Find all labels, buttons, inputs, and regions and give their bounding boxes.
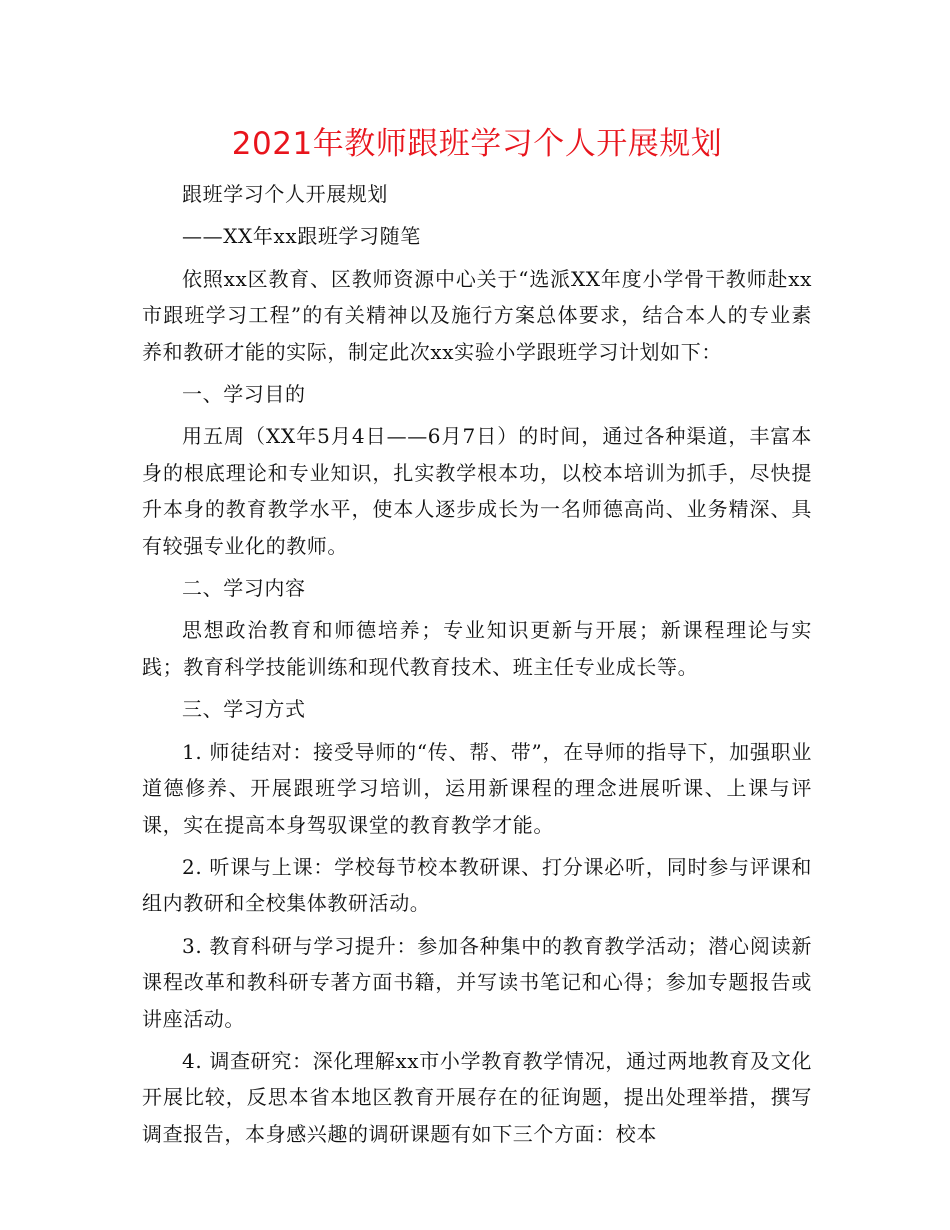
content-paragraph: 思想政治教育和师德培养；专业知识更新与开展；新课程理论与实践；教育科学技能训练和现代教育技术、班主任专业成长等。 — [142, 618, 812, 679]
section-heading-content: 二、学习内容 — [182, 576, 306, 601]
subtitle-note: ——XX年xx跟班学习随笔 — [182, 224, 421, 249]
intro-paragraph: 依照xx区教育、区教师资源中心关于“选派XX年度小学骨干教师赴xx市跟班学习工程”的有关精神以及施行方案总体要求，结合本人的专业素养和教研才能的实际，制定此次xx实验小学跟班学习计划如下： — [142, 266, 812, 364]
method-item-2: 2. 听课与上课：学校每节校本教研课、打分课必听，同时参与评课和组内教研和全校集体教研活动。 — [142, 854, 812, 916]
goals-paragraph: 用五周（XX年5月4日——6月7日）的时间，通过各种渠道，丰富本身的根底理论和专业知识，扎实教学根本功，以校本培训为抓手，尽快提升本身的教育教学水平，使本人逐步成长为一名师德高尚、业务精深、具有较强专业化的教师。 — [142, 424, 812, 558]
method-item-3: 3. 教育科研与学习提升：参加各种集中的教育教学活动；潜心阅读新课程改革和教科研专著方面书籍，并写读书笔记和心得；参加专题报告或讲座活动。 — [142, 933, 812, 1031]
section-heading-methods: 三、学习方式 — [182, 697, 306, 722]
method-item-1: 1. 师徒结对：接受导师的“传、帮、带”，在导师的指导下，加强职业道德修养、开展跟班学习培训，运用新课程的理念进展听课、上课与评课，实在提高本身驾驭课堂的教育教学才能。 — [142, 739, 812, 837]
document-title: 2021年教师跟班学习个人开展规划 — [231, 126, 723, 162]
method-item-4: 4. 调查研究：深化理解xx市小学教育教学情况，通过两地教育及文化开展比较，反思本省本地区教育开展存在的征询题，提出处理举措，撰写调查报告，本身感兴趣的调研课题有如下三个方面：校本 — [142, 1048, 812, 1146]
section-heading-goals: 一、学习目的 — [182, 382, 306, 407]
subtitle: 跟班学习个人开展规划 — [182, 182, 388, 206]
document-body — [142, 118, 812, 1152]
